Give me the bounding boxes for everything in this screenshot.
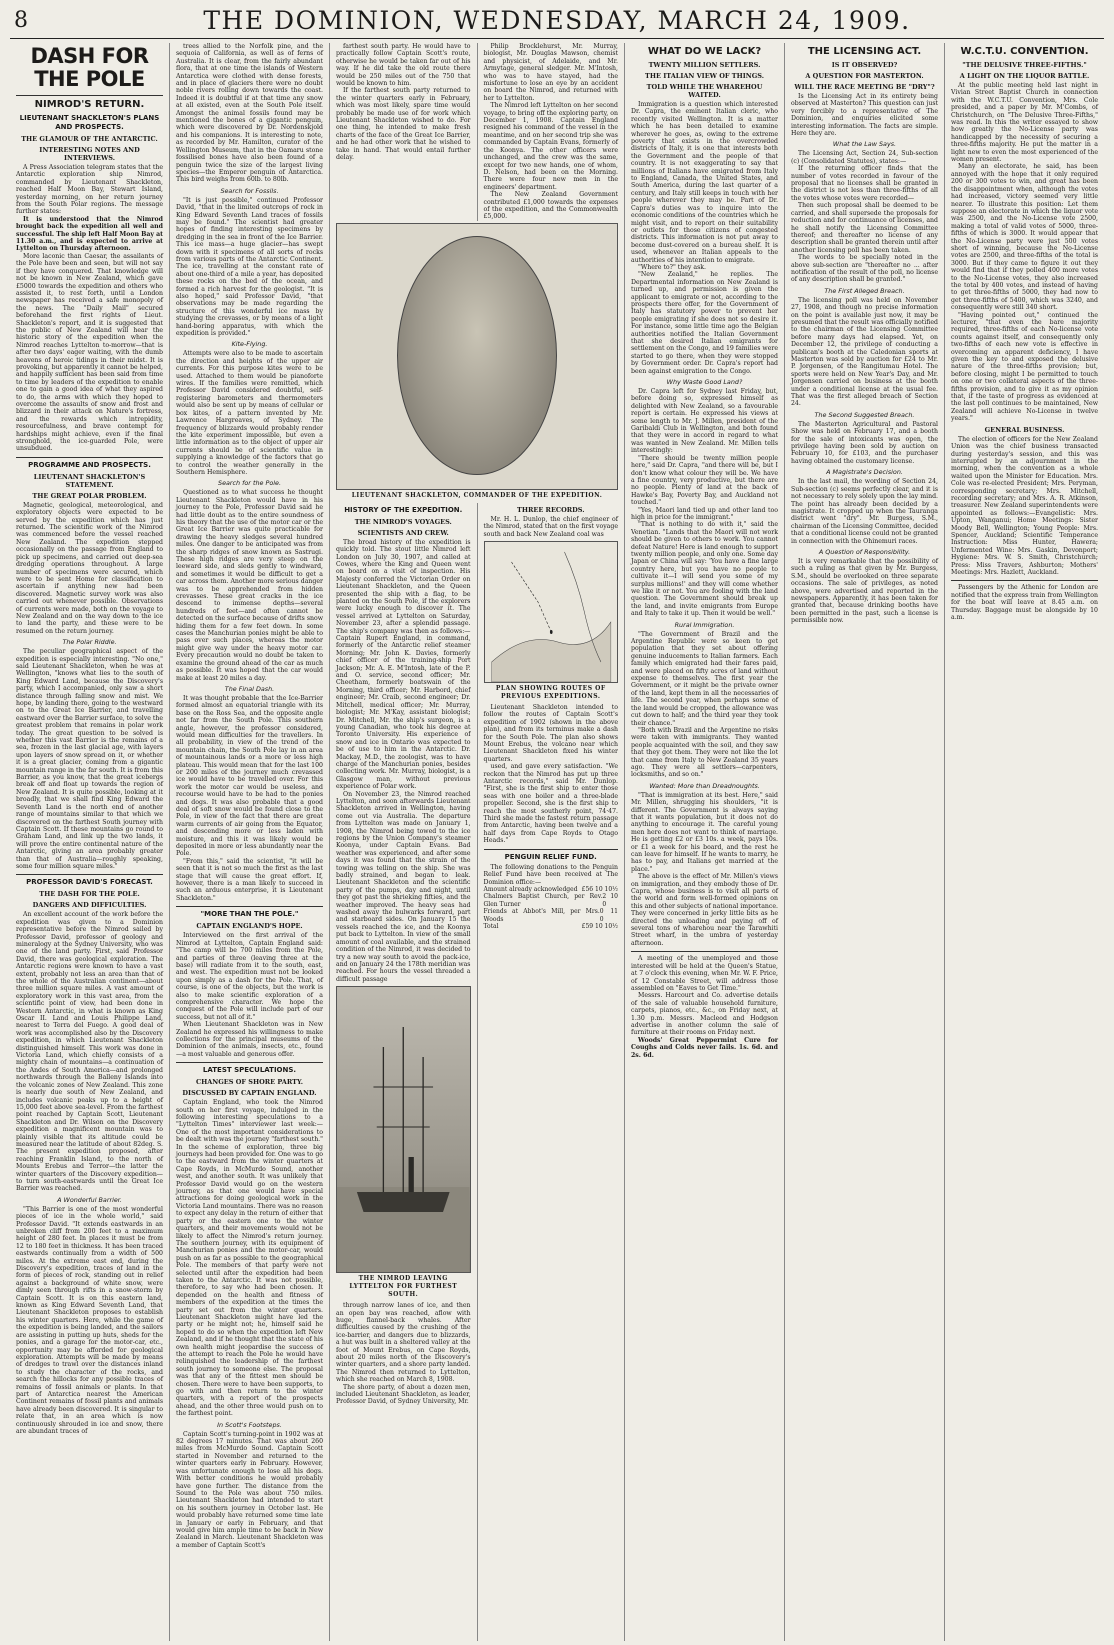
masthead xyxy=(10,6,1104,39)
paragraph: The Licensing Act, Section 24, Sub-section (c) (Consolidated Statutes), states:— xyxy=(791,150,938,165)
center-spread xyxy=(330,43,625,1641)
subhead-final-dash: The Final Dash. xyxy=(224,684,275,693)
paragraph: The above is the effect of Mr. Millen's views on immigration, and they embody those of Dr. Capra, whose business is to visit all parts of the world and form well-formed opinions on this and other subjects of national importance. They were concerned in jerky little bits as he directed the unloading and paying off of several tons of wharehou near the Tarawhiti Street wharf, in the umbra of yesterday afternoon. xyxy=(631,873,778,947)
sub-amount: 2 10 0 xyxy=(602,893,618,908)
column-2 xyxy=(170,43,330,1641)
subhead-search-pole: Search for the Pole. xyxy=(218,479,281,488)
map-caption: PLAN SHOWING ROUTES OF PREVIOUS EXPEDITIONS. xyxy=(495,684,606,700)
banner-headline: DASH FOR THE POLE xyxy=(30,44,149,91)
nimrod-ship-photo xyxy=(336,986,471,1273)
column-1 xyxy=(10,43,170,1641)
subhead-dash: THE DASH FOR THE POLE. xyxy=(39,890,140,899)
sub-label: Total xyxy=(483,922,499,930)
paragraph: Magnetic, geological, meteorological, and exploratory objects were expected to be served by the expedition which has just returned. The scientific work of the Nimrod was commenced before the vessel reached New Zealand. The expedition stepped occasionally on the passage from England to pick up specimens, and carried out deep-sea dredging operations throughout. A large number of specimens were secured, which were to be sent Home for classification to ascertain if anything new had been discovered. Magnetic survey work was also carried out whenever possible. Observations of currents were made, both on the voyage to New Zealand and on the way down to the ice to land the party, and these were to be resumed on the return journey. xyxy=(16,501,163,635)
paragraph: "This Barrier is one of the most wonderful pieces of ice in the whole world," said Professor David. "It extends eastwards in an unbroken cliff from 200 feet to a maximum height of 280 feet. In places it must be from 12 to 180 feet in thickness. It has been traced eastwards continually from a width of 500 miles. At the extreme east end, during the Discovery's expedition, traces of land in the form of pieces of rock, standing out in relief against a background of white snow, were dimly seen through rifts in a snow-storm by Captain Scott. It is on this eastern land, known as King Edward Seventh Land, that Lieutenant Shackleton proposes to establish his winter quarters. Here, while the game of the expedition is being landed, and the sailors are assisting in putting up huts, sheds for the ponies, and a garage for the motor-car, etc., opportunity may be afforded for geological exploration. Attempts will be made by means of dredges to trawl over the distances inland to study the character of the rocks, and search the hillocks for any possible traces of remains of fossil animals or plants. In that part of Antarctica nearest the American Continent remains of fossil plants and animals have already been discovered. It is singular to relate that, in an area which is now continuously shrouded in ice and snow, there are abundant traces of xyxy=(16,1205,163,1435)
paragraph: "Where to?" they ask. xyxy=(638,263,706,271)
paragraph: The Masterton Agricultural and Pastoral Show was held on February 17, and a booth for the sale of intoxicants was open, the privilege having been sold by auction on February 10, for £103, and the purchaser having obtained the customary license. xyxy=(791,420,938,465)
headline-david-forecast: PROFESSOR DAVID'S FORECAST. xyxy=(26,878,153,887)
subhead-discussed: DISCUSSED BY CAPTAIN ENGLAND. xyxy=(182,1089,317,1098)
subhead-italian: THE ITALIAN VIEW OF THINGS. xyxy=(645,72,764,80)
paragraph: through narrow lanes of ice, and then an open bay was reached, aflow with huge, flannel-back whales. After difficulties caused by the crushing of the ice-barrier, and dangers due to blizzards, a hut was built in a sheltered valley at the foot of Mount Erebus, on Cape Royds, about 20 miles north of the Discovery's winter quarters, and a shore party landed. The Nimrod then returned to Lyttelton, which she reached on March 8, 1908. xyxy=(336,1302,471,1384)
paragraph: Captain Scott's turning-point in 1902 was at 82 degrees 17 minutes. That was about 260 miles from McMurdo Sound. Captain Scott started in November and returned to the winter quarters early in February. However, was unfortunate enough to lose all his dogs. With better conditions he would probably have gone further. The distance from the Sound to the Pole was about 750 miles. Lieutenant Shackleton had intended to start on his southern journey in October last. He would probably have returned some time late in January or early in February, and that would give him ample time to be back in New Zealand in March. Lieutenant Shackleton was a member of Captain Scott's xyxy=(176,1430,323,1549)
headline-history: HISTORY OF THE EXPEDITION. xyxy=(344,505,463,514)
paragraph: If the farthest south party returned to the winter quarters early in February, which was most likely, spare time would probably be made use of for work which Lieutenant Shackleton wished to do. For one thing, he intended to make fresh charts of the face of the Great Ice Barrier, and he had other work that he wished to take in hand. That would entail further delay. xyxy=(336,87,471,162)
subhead-general-business: GENERAL BUSINESS. xyxy=(984,425,1065,434)
paragraph: Attempts were also to be made to ascertain the direction and heights of the upper air currents. For this purpose kites were to be used. Attached to them would be pianoforte wires. If the families were remitted, which Professor David considered doubtful, self-registering barometers and thermometers would also be sent up by means of cellular or box kites, of a pattern invented by Mr. Lawrence Hargreaves, of Sydney. The frequency of blizzards would probably render the kite experiment impossible, but even a little information as to the object of upper air currents should be of scientific value in supplying a knowledge of the factors that go to control the weather generally in the Southern Hemisphere. xyxy=(176,350,323,476)
paragraph: "That is nothing to do with it," said the Venetian. "Lands that the Maori will not work should be given to others to work. You cannot defeat Nature! Here is land enough to support twenty million people, and only one. Some day Japan or China will say: 'You have a fine large country here, but you have no people to cultivate it—I will send you some of my surplus millions!' and they will come whether we like it or not. You are fooling with the land question. The Government should break up the land, and invite emigrants from Europe and Italy to take it up. Then it would be well." xyxy=(631,521,778,618)
subhead-observed: IS IT OBSERVED? xyxy=(831,61,898,69)
subhead-kite: Kite-Flying. xyxy=(231,340,268,349)
paragraph: farthest south party. He would have to practically follow Captain Scott's route, otherwise he would be taken far out of his way. If he did take the old route there would be 250 miles out of the 750 that would be known to him. xyxy=(336,43,471,88)
paragraph: trees allied to the Norfolk pine, and the sequoia of California, as well as of ferns of Australia. It is clear, from the fairly abundant flora, that at one time the islands of Western Antarctica were clothed with dense forests, and in place of glaciers there were no doubt noble rivers rolling down towards the coast. Indeed it is doubtful if at that time any snow at all existed, even at the South Pole itself. Amongst the animal fossils found may be mentioned the bones of a gigantic penguin, which were discovered by Dr. Nordenskjold and his companions. It is interesting to note, as recorded by Mr. Hamilton, curator of the Wellington Museum, that in the Oamaru stone fossilised bones have also been found of a penguin twice the size of the largest living species—the Emperor penguin of Antarctica. This bird weighs from 60lb. to 80lb. xyxy=(176,43,323,184)
paragraph: Then such proposal shall be deemed to be carried, and shall supersede the proposals for reduction and for continuance of licenses, and he shall notify the Licensing Committee thereof; and thereafter no license of any description shall be granted therein until after another licensing poll has been taken. xyxy=(791,202,938,254)
paragraph: Interviewed on the first arrival of the Nimrod at Lyttelton, Captain England said: "The camp will be 700 miles from the Pole, and parties of three (leaving three at the base) will radiate from it to the south, east, and west. The expedition must not be looked upon simply as a dash for the Pole. That, of course, is one of the objects, but the work is also to make scientific exploration of a comprehensive character. We hope the conquest of the Pole will include part of our success, but not all of it." xyxy=(176,932,323,1021)
subhead-first-breach: The First Alleged Breach. xyxy=(824,286,905,295)
column-3 xyxy=(330,503,478,1641)
paragraph: Is the Licensing Act in its entirety being observed at Masterton? This question can just very forcibly to a representative of The Dominion, and enquiries elicited some interesting information. The facts are simple. Here they are. xyxy=(791,93,938,138)
paragraph: More laconic than Caesar, the assailants of the Pole have been and seen, but will not say if they have conquered. That knowledge will not be known in New Zealand, which gave £5000 towards the expedition and others who assisted it, to rest forth, until a London newspaper has received a safe monopoly of the news. The "Daily Mail" secured beforehand the first rights of Lieut. Shackleton's report, and it is suggested that the public of New Zealand will hear the historic story of the expedition when the Nimrod reaches Lyttelton to-morrow—that is after two days' eager waiting, with the dumb heavens of heroic tidings in their midst. It is provoking, but apparently it cannot be helped, and happily sufficient has been said from time to time by leaders of the expedition to enable one to gain a good idea of what they aspired to do, the arms with which they hoped to overcome the assaults of snow and frost and blizzard in their attack on Nature's fortress, and the rewards which intrepidity, resourcefulness, and brave contempt for hardships might achieve, even if the final stronghold, the ice-guarded Pole, were unsubdued. xyxy=(16,252,163,453)
subhead-delusive: "THE DELUSIVE THREE-FIFTHS." xyxy=(962,61,1087,69)
subhead-statement: LIEUTENANT SHACKLETON'S STATEMENT. xyxy=(33,472,146,489)
subhead-footsteps: In Scott's Footsteps. xyxy=(217,1420,282,1429)
subhead-problem: THE GREAT POLAR PROBLEM. xyxy=(32,491,147,500)
paragraph: It was thought probable that the Ice-Barrier formed almost an equatorial triangle with its base on the Ross Sea, and the opposite angle not far from the South Pole. This southern angle, however, the professor considered, would mean difficulties for the travellers. In all probability, in view of the trend of the mountain chain, the South Pole lay in an area of mountainous lands or a more or less high plateau. This would mean that for the last 100 or 200 miles of the journey much crevassed ice would have to be travelled over. For this work the motor car would be useless, and recourse would have to be had to the ponies and dogs. It was also probable that a good deal of soft snow would be found close to the Pole, in view of the fact that there are great warm currents of air going from the Equator, and descending more or less laden with moisture, and this it was likely would be deposited in more or less abundantly near the Pole. xyxy=(176,694,323,858)
advert: Woods' Great Peppermint Cure for Coughs and Colds never fails. 1s. 6d. and 2s. 6d. xyxy=(631,1036,778,1059)
paragraph: "Both with Brazil and the Argentine no risks were taken with immigrants. They wanted people acquainted with the soil, and they saw that they got them. They were not like the lot that came from Italy to New Zealand 35 years ago. They were all settlers—carpenters, locksmiths, and so on." xyxy=(631,726,778,779)
portrait-area xyxy=(330,221,624,503)
paragraph: Messrs. Harcourt and Co. advertise details of the sale of valuable household furniture, carpets, pianos, etc., &c., on Friday next, at 1.30 p.m. Messrs. Macleod and Hodgson advertise in another column the sale of furniture at their rooms on Friday next. xyxy=(631,992,778,1037)
headline-penguin: PENGUIN RELIEF FUND. xyxy=(504,852,597,861)
paragraph: "There should be twenty million people here," said Dr. Capra, "and there will be, but I don't know what colour they will be. We have a fine country, very productive, but there are no people. Plenty of land at the back of Hawke's Bay, Poverty Bay, and Auckland not touched." xyxy=(631,454,778,507)
subhead-second-breach: The Second Suggested Breach. xyxy=(814,410,915,419)
paragraph: Immigration is a question which interested Dr. Capra, the eminent Italian cleric, who recently visited Wellington. It is a matter which he has been detailed to examine wherever he goes, as, owing to the extreme poverty that exists in the overcrowded districts of Italy, it is one that interests both the Government and the people of that country. It is not exaggerating to say that millions of Italians have emigrated from Italy to England, Canada, the United States, and South America, during the last quarter of a century, and Italy still keeps in touch with her people wherever they may be. Part of Dr. Capra's duties was to inquire into the economic conditions of the countries which he might visit, and to report on their suitability or outlets for those citizens of congested districts. This information is not put away to become dust-covered on a bureau shelf. It is used, whenever an Italian appeals to the authorities of his intention to emigrate. xyxy=(631,101,778,264)
sub-label: Friends at Abbot's Mill, per Mrs. Woods xyxy=(483,908,600,923)
sub-row xyxy=(484,893,619,908)
headline-licensing: THE LICENSING ACT. xyxy=(807,46,922,57)
columns xyxy=(10,43,1104,1641)
headline-latest: LATEST SPECULATIONS. xyxy=(202,1066,297,1075)
ship-illustration xyxy=(337,987,470,1272)
subhead-records: THREE RECORDS. xyxy=(516,505,585,514)
sub-row xyxy=(484,886,619,893)
sub-amount: 0 11 0 xyxy=(599,908,618,923)
paragraph: The Nimrod left Lyttelton on her second voyage, to bring off the exploring party, on December 1, 1908. Captain England resigned his command of the vessel in the meantime, and on her second trip she was commanded by Captain Evans, formerly of the Koonya. The other officers were unchanged, and the crew was the same, except for two new hands, one of whom, D. Nelson, had been on the Morning. There were four new men in the engineers' department. xyxy=(483,102,618,191)
column-7 xyxy=(945,43,1104,1641)
subhead-magistrate: A Magistrate's Decision. xyxy=(826,468,903,477)
map-illustration xyxy=(485,542,618,682)
headline-programme: PROGRAMME AND PROSPECTS. xyxy=(28,460,151,469)
subhead-dangers: DANGERS AND DIFFICULTIES. xyxy=(32,901,147,910)
subhead-responsibility: A Question of Responsibility. xyxy=(818,547,911,556)
subhead-question: A QUESTION FOR MASTERTON. xyxy=(805,72,924,80)
subhead-told: TOLD WHILE THE WHAREHOU WAITED. xyxy=(646,83,763,99)
paragraph: The peculiar geographical aspect of the expedition is especially interesting. "No one," said Lieutenant Shackleton, when he was at Wellington, "knows what lies to the south of King Edward Land, because the Discovery's party, which I accompanied, only saw a short distance through falling snow and mist. We hope, by landing there, going to the westward on to the Great Ice Barrier, and travelling eastward over the Barrier surface, to solve the greatest problem that remains in polar work today. The great question to be solved is whether this vast Barrier is the remains of a sea, frozen in the last glacial age, with layers upon layers of snow spread on it, or whether it is a great glacier, coming from a gigantic mountain range in the far south. It is from this Barrier, as you know, that the great icebergs break off and float up towards the region of New Zealand. It is quite possible, looking at it broadly, that we shall find King Edward the Seventh Land is the north end of another range of mountains similar to that which we discovered on the farthest South journey with Captain Scott. If these mountains go round to Graham Land, and link up the two lands, it will prove the entire continental nature of the Antarctic, giving an area probably greater than that of Australia—roughly speaking, some four million square miles." xyxy=(16,648,163,870)
sub-label: Amount already acknowledged xyxy=(483,885,578,893)
paragraph: The broad history of the expedition is quickly told. The stout little Nimrod left London on July 30, 1907, and called at Cowes, where the King and Queen went on board on a visit of inspection. His Majesty conferred the Victorian Order on Lieutenant Shackleton, and the Queen presented the ship with a flag, to be planted on the South Pole, if the explorers were lucky enough to discover it. The vessel arrived at Lyttelton on Saturday, November 23, after a splendid passage. The ship's company was then as follows:—Captain Rupert England, in command, formerly of the Antarctic relief steamer Morning; Mr. John K. Davies, formerly chief officer of the training-ship Port Jackson; Mr. A. E. M'Intosh, late of the P. and O. service, second officer; Mr. Cheetham, formerly boatswain of the Morning, third officer; Mr. Harbord, chief engineer; Mr. Craib, second engineer; Dr. Mitchell, medical officer; Mr. Murray, biologist; Mr. M'Kay, assistant biologist; Dr. Mitchell, Mr. the ship's surgeon, is a young Canadian, who took his degree at Toronto University. His experience of snow and ice in Ontario was expected to be of use to him in the Antarctic. Dr. Mackay, M.D., the zoologist, was to have charge of the Manchurian ponies, besides collecting work. Mr. Murray, biologist, is a Glasgow man, without previous experience of Polar work. xyxy=(336,538,471,791)
paragraph: It is very remarkable that the possibility of such a ruling as that given by Mr. Burgess, S.M., should be overlooked on three separate occasions. The sale of privileges, as noted above, were advertised and reported in the newspapers. Apparently, it has been taken for granted that, because drinking booths have been permitted in the past, such a license is permissible now. xyxy=(791,557,938,625)
paragraph: The following donations to the Penguin Relief Fund have been received at The Dominion office:— xyxy=(483,863,618,886)
paragraph: Captain England, who took the Nimrod south on her first voyage, indulged in the following interesting speculations to a "Lyttelton Times" interviewer last week:— One of the most important considerations to be dealt with was the journey "farthest south." In the scheme of exploration, three big journeys had been provided for. One was to go to the eastward from the winter quarters at Cape Royds, in McMurdo Sound, another west, and another south. It was unlikely that Professor David would go on the western journey, as that one would have special attractions for doing geological work in the Victoria Land mountains. There was no reason to expect any delay in the return of either that party or the eastern one to the winter quarters, and their movements would not be likely to affect the Nimrod's return journey. The southern journey, with its equipment of Manchurian ponies and the motor-car, would push on as far as possible to the geographical Pole. The members of that party were not selected until after the expedition had been taken to the Antarctic. It was not possible, therefore, to say who had been chosen. It depended on the health and fitness of members of the expedition at the times the party set out from the winter quarters. Lieutenant Shackleton might have led the party or he might not; he, himself said he hoped to do so when the expedition left New Zealand, and if he thought that the state of his own health might jeopardise the success of the attempt to reach the Pole he would have relinquished the leadership of the farthest south journey to someone else. The proposal was that any of the fittest men should be chosen. There were to have been supports, to go with and then return to the winter quarters, with a report of the prospects ahead, and the other three would push on to the farthest point. xyxy=(176,1099,323,1418)
portrait-oval-image xyxy=(397,236,557,475)
subhead-waste-land: Why Waste Good Land? xyxy=(666,378,743,387)
subhead-rural: Rural Immigration. xyxy=(674,620,735,629)
column-4 xyxy=(478,503,625,1641)
column-3-top xyxy=(330,43,478,221)
sub-label: Chalmers Baptist Church, per Rev. Glen Turner xyxy=(483,893,603,908)
paragraph: "That is immigration at its best. Here," said Mr. Millen, shrugging his shoulders, "it is different. The Government is always saying that it wants population, but it does not do anything to encourage it. The careful young men here does not want to think of marriage. He is getting £2 or £3 10s. a week, pays 10s. or £1 a week for his board, and the rest he can leave for himself. If he wants to marry, he has to pay, and Italians get married at the place." xyxy=(631,791,778,873)
paragraph: Dr. Capra left for Sydney last Friday, but, before doing so, expressed himself as delighted with New Zealand, so a favourable report is certain. He expressed his views at some length to Mr. J. Millen, president of the Garibaldi Club in Wellington, and both found that they were in accord in regard to what was wanted in New Zealand. Mr. Millen tells interestingly: xyxy=(631,388,778,455)
subhead-voyages: THE NIMROD'S VOYAGES. xyxy=(354,517,452,526)
headline-what-lack: WHAT DO WE LACK? xyxy=(647,46,762,57)
paragraph: "From this," said the scientist, "it will be seen that it is not so much the first as the last stage that will cause the great effort. If, however, there is a man likely to succeed in such an arduous enterprise, it is Lieutenant Shackleton." xyxy=(176,857,323,902)
subhead-dreadnoughts: Wanted: More than Dreadnoughts. xyxy=(649,781,760,790)
headline-nimrods-return: NIMROD'S RETURN. xyxy=(34,99,145,110)
paragraph: "Having pointed out," continued the lecturer, "that even the bare majority required, three-fifths of each No-license vote counts against itself, and consequently only two-fifths of each new vote is effective in overcoming an apparent deficiency, I have given the key to and exposed the delusive nature of the three-fifths provision; but, before closing, might I be permitted to touch on one or two collateral aspects of the three-fifths provision, and to give it as my opinion that, if the taste of progress as evidenced at the last poll continues to be maintained, New Zealand will achieve No-License in twelve years." xyxy=(951,311,1098,423)
paragraph: A meeting of the unemployed and those interested will be held at the Queen's Statue, at 7 o'clock this evening, when Mr. W. F. Price, of 12 Constable Street, will address those assembled on "Eaves to Get Time." xyxy=(631,955,778,992)
paragraph: used, and gave every satisfaction. "We reckon that the Nimrod has put up three Antarctic records," said Mr. Dunlop. "First, she is the first ship to enter those seas with one boiler and a three-blade propeller. Second, she is the first ship to reach the most southerly point, 74·47. Third she made the fastest return passage from Antarctic, having been twelve and a half days from Cape Royds to Otago Heads." xyxy=(483,763,618,845)
paragraph: An excellent account of the work before the expedition was given to a Dominion representative before the Nimrod sailed by Professor David, professor of geology and mineralogy at the Sydney University, who was one of the land party. First, said Professor David, there was geological exploration. The Antarctic regions were known to have a vast extent, probably not less an area than that of the whole of the Australian continent—about three million square miles. A vast amount of exploratory work in this vast area, from the scientific point of view, had been done in Western Antarctic, in what is known as King Oscar II. Land and Louis Philippe Land, nearest to Terra del Fuego. A good deal of work was accomplished also by the Discovery expedition, in which Lieutenant Shackleton distinguished himself. This work was done in Victoria Land, which chiefly consists of a mighty chain of mountains—a continuation of the Andes of South America—and prolonged northwards through the Balleny Islands into the volcanic zones of New Zealand. This zone is nearly due south of New Zealand, and includes volcanic peaks up to a height of 15,000 feet above sea-level. From the farthest point reached by Captain Scott, Lieutenant Shackleton and Dr. Wilson on the Discovery expedition a magnificent mountain was to plainly visible that its altitude could be measured near the latitude of about 82deg. S. The present expedition proposed, after reaching Franklin Island, to the north of Mounts Erebus and Terror—the latter the winter quarters of the Discovery expedition—to turn south-eastwards until the Great Ice Barrier was reached. xyxy=(16,911,163,1193)
paragraph: The words to be specially noted in the above sub-section are "thereafter no ... after notification of the result of the poll, no license of any description shall be granted." xyxy=(791,254,938,284)
expedition-route-map xyxy=(484,541,619,683)
sub-amount: £56 10 10½ xyxy=(581,885,618,893)
column-4-top xyxy=(478,43,625,221)
paragraph: When Lieutenant Shackleton was in New Zealand he expressed his willingness to make collections for the principal museums of the Dominion of the animals, insects, etc., found —a most valuable and generous offer. xyxy=(176,1021,323,1058)
column-6 xyxy=(785,43,945,1641)
paragraph: At the public meeting held last night in Vivian Street Baptist Church in connection with the W.C.T.U. Convention, Mrs. Cole presided, and a paper by Mr. M'Combs, of Christchurch, on "The Delusive Three-Fifths," was read. In this the writer essayed to show how greatly the No-License party was handicapped by the necessity of securing a three-fifths majority. He put the matter in a light new to even the most experienced of the women present. xyxy=(951,82,1098,164)
subhead-law: What the Law Says. xyxy=(832,140,897,149)
paragraph: "The Government of Brazil and the Argentine Republic were so keen to get population that they set about offering genuine inducements to Italian farmers. Each family which emigrated had their fares paid, and were placed on fifty acres of land without expense to themselves. The first year the Government, or it might be the private owner of the land, kept them in all the necessaries of life. The second year, when perhaps some of the land would be cropped, the allowance was cut down to half; and the third year they took their chance." xyxy=(631,630,778,727)
paragraph: The election of officers for the New Zealand Union was the chief business transacted during yesterday's session, and this was interrupted by an adjournment in the morning, when the convention as a whole waited upon the Minister for Education. Mrs. Cole was re-elected President; Mrs. Peryman, corresponding secretary; Mrs. Mitchell, recording secretary; and Mrs. A. R. Atkinson, treasurer. New Zealand superintendents were appointed as follows:—Evangelistic: Mrs. Upton, Wanganui; Home Meetings: Sister Moody Bell, Wellington; Young People: Mrs. Spencer, Auckland; Scientific Temperance Instruction: Miss Hunter, Hawera; Unfermented Wine: Mrs. Gaskin, Devonport; Hygiene: Mrs. W. S. Smith, Christchurch; Press: Miss Travers, Ashburton; Mothers' Meetings: Mrs. Hazlett, Auckland. xyxy=(951,435,1098,576)
ship-caption: THE NIMROD LEAVING LYTTELTON FOR FURTHEST SOUTH. xyxy=(349,1275,458,1299)
headline-more-than-pole: "MORE THAN THE POLE." xyxy=(200,910,299,919)
paragraph: Passengers by the Athenic for London are notified that the express train from Wellington for the boat will leave at 8.45 a.m. on Thursday. Baggage must be alongside by 10 a.m. xyxy=(951,584,1098,622)
paragraph: Philip Brocklehurst, Mr. Murray, biologist, Mr. Douglas Mawson, chemist and physicist, of Adelaide, and Mr. Armytage, general sledger. Mr. M'Intosh, who was to have stayed, had the misfortune to lose an eye by an accident on board the Nimrod, and returned with her to Lyttelton. xyxy=(483,43,618,102)
sub-row xyxy=(484,923,619,930)
subhead-plans: LIEUTENANT SHACKLETON'S PLANS AND PROSPECTS. xyxy=(19,114,160,131)
headline-wctu: W.C.T.U. CONVENTION. xyxy=(960,46,1089,57)
subhead-light: A LIGHT ON THE LIQUOR BATTLE. xyxy=(959,72,1090,80)
subhead-wonderful-barrier: A Wonderful Barrier. xyxy=(57,1195,122,1204)
page-number: 8 xyxy=(14,8,28,33)
paragraph: "New Zealand," he replies. The Departmental information on New Zealand is turned up, and permission is given the applicant to emigrate or not, according to the prospects there offer, for the Government of Italy has statutory power to prevent her people emigrating if she does not so desire it. For instance, some little time ago the Belgian authorities notified the Italian Government that she desired Italian emigrants for settlement on the Congo, and 19 families were started to go there, when they were stopped by Government order. Dr. Capra's report had been against emigration to the Congo. xyxy=(631,271,778,375)
center-bottom xyxy=(330,503,624,1641)
paragraph: On November 23, the Nimrod reached Lyttelton, and soon afterwards Lieutenant Shackleton arrived in Wellington, having come out via Australia. The departure from Lyttelton was made on January 1, 1908, the Nimrod being towed to the ice regions by the Union Company's steamer Koonya, under Captain Evans. Bad weather was experienced, and after some days it was found that the strain of the towing was telling on the ship. She was badly strained, and began to leak. Lieutenant Shackleton and the scientific party of the pumps, day and night, until they got past the shrieking fifties, and the weather improved. The heavy seas had washed away the bulwarks forward, part and starboard sides. On January 15 the vessels reached the ice, and the Koonya put back to Lyttelton. In view of the small amount of coal available, and the strained condition of the Nimrod, it was decided to try a new way south to avoid the pack-ice, and on January 24 the 178th meridian was reached. For hours the vessel threaded a difficult passage xyxy=(336,790,471,983)
center-top-text xyxy=(330,43,624,221)
subhead-scientists: SCIENTISTS AND CREW. xyxy=(357,528,449,537)
paragraph: In the last mail, the wording of Section 24, Sub-section (c) seems perfectly clear, and it is not necessary to rely solely upon the lay mind. The point has already been decided by a magistrate. It cropped up when the Tauranga district went "dry". Mr. Burgess, S.M., chairman of the Licensing Committee, decided that a conditional license could not be granted in connection with the Ohinemuri races. xyxy=(791,478,938,545)
sub-row xyxy=(484,908,619,923)
paragraph: The shore party, of about a dozen men, included Lieutenant Shackleton, as leader, Professor David, of Sydney University, Mr. xyxy=(336,1383,471,1406)
newspaper-title: THE DOMINION, WEDNESDAY, MARCH 24, 1909. xyxy=(203,6,911,35)
subhead-england-hope: CAPTAIN ENGLAND'S HOPE. xyxy=(196,922,303,931)
paragraph: The licensing poll was held on November 27, 1908, and though no precise information on the point is available just now, it may be presumed that the result was officially notified to the chairman of the Licensing Committee before many days had elapsed. Yet, on December 12, the privilege of conducting a publican's booth at the Caledonian sports at Masterton was sold by auction for £24 to Mr. P. Jorgensen, of the Rangitumau Hotel. The sports were held on New Year's Day, and Mr. Jorgensen carried on business at the booth under a conditional license at the usual fee. That was the first alleged breach of Section 24. xyxy=(791,296,938,408)
portrait-caption: LIEUTENANT SHACKLETON, COMMANDER OF THE EXPEDITION. xyxy=(351,491,603,499)
subhead-riddle: The Polar Riddle. xyxy=(62,638,117,647)
subhead-twenty: TWENTY MILLION SETTLERS. xyxy=(648,61,761,69)
subhead-glamour: THE GLAMOUR OF THE ANTARCTIC. xyxy=(21,135,158,143)
paragraph: "It is just possible," continued Professor David, "that in the limited outcrops of rock in King Edward Seventh Land traces of fossils may be found." The scientist had greater hopes of finding interesting specimens by dredging in the sea in front of the Ice Barrier. This ice mass—a huge glacier—has swept down with it specimens of all sorts of rocks from various parts of the Antarctic Continent. The ice, travelling at the constant rate of about one-third of a mile a year, has deposited these rocks on the bed of the ocean, and formed a rich harvest for the geologist. "It is also hoped," said Professor David, "that observations may be made regarding the structure of this wonderful ice mass by studying the crevasses, or by means of a light hand-boring apparatus, with which the expedition is provided." xyxy=(176,196,323,338)
subhead-changes: CHANGES OF SHORE PARTY. xyxy=(195,1078,304,1087)
subhead-notes: INTERESTING NOTES AND INTERVIEWS. xyxy=(39,146,140,162)
subhead-race: WILL THE RACE MEETING BE "DRY"? xyxy=(794,83,935,91)
paragraph: Many an electorate, he said, has been annoyed with the hope that it only required 200 or 300 votes to win, and great has been the disappointment when, although the votes had increased, victory seemed very little nearer. To illustrate this position: Let them suppose an electorate in which the liquor vote was 2500, and the No-License vote 2500, making a total of valid votes of 5000, three-fifths of which is 3000. It would appear that the No-License party were just 500 votes short of winning, because the No-License votes are 2500, and three-fifths of the total is 3000. But if they came to figure it out they would find that if they polled 400 more votes to the No-License votes, they also increased the total by 400 votes, and instead of having to get three-fifths of 5000, they had now to get three-fifths of 5400, which was 3240, and consequently were still 340 short. xyxy=(951,163,1098,312)
paragraph: A Press Association telegram states that the Antarctic exploration ship Nimrod, commanded by Lieutenant Shackleton, reached Half Moon Bay, Stewart Island, yesterday morning, on her return journey from the South Polar regions. The message further states: xyxy=(16,164,163,216)
paragraph: Questioned as to what success he thought Lieutenant Shackleton would have in his journey to the Pole, Professor David said he had little doubt as to the entire soundness of his theory that the use of the motor car or the Great Ice Barrier was quite practicable for drawing the heavy sledges several hundred miles. One danger to be anticipated was from the sharp ridges of snow known as Sastrugi. These high ridges are very steep on the leeward side, and sleds gently to windward, and sometimes it would be difficult to get a car across them. Another more serious danger was to be apprehended from hidden crevasses. These great cracks in the ice descend to immense depths—several hundreds of feet—and often cannot be detected on the surface because of drifts snow hiding them for a few feet down. In some cases the Manchurian ponies might be able to pass over such places, whereas the motor might give way under the heavy motor car. Every precaution would no doubt be taken to examine the ground ahead of the car as much as possible. It was hoped that the car would make at least 20 miles a day. xyxy=(176,489,323,682)
paragraph: "Yes, Maori land tied up and other land too high in price for the immigrant." xyxy=(631,506,778,521)
paragraph: It is understood that the Nimrod brought back the expedition all well and successful. The ship left Half Moon Bay at 11.30 a.m., and is expected to arrive at Lyttelton on Thursday afternoon. xyxy=(16,215,163,253)
subhead-fossils: Search for Fossils. xyxy=(220,186,279,195)
column-5 xyxy=(625,43,785,1641)
sub-amount: £59 10 10½ xyxy=(581,922,618,930)
shackleton-portrait xyxy=(336,223,618,490)
paragraph: Lieutenant Shackleton intended to follow the routes of Captain Scott's expedition of 1902 (shown in the above plan), and from its terminus make a dash for the South Pole. The plan also shows Mount Erebus, the volcano near which Lieutenant Shackleton fixed his winter quarters. xyxy=(483,703,618,763)
paragraph: The New Zealand Government contributed £1,000 towards the expenses of the expedition, and the Commonwealth £5,000. xyxy=(483,191,618,221)
paragraph: Mr. H. L. Dunlop, the chief engineer of the Nimrod, stated that on the first voyage south and back New Zealand coal was xyxy=(483,515,618,538)
paragraph: If the returning officer finds that the number of votes recorded in favour of the proposal that no licenses shall be granted in the district is not less than three-fifths of all the votes whose votes were recorded— xyxy=(791,165,938,202)
